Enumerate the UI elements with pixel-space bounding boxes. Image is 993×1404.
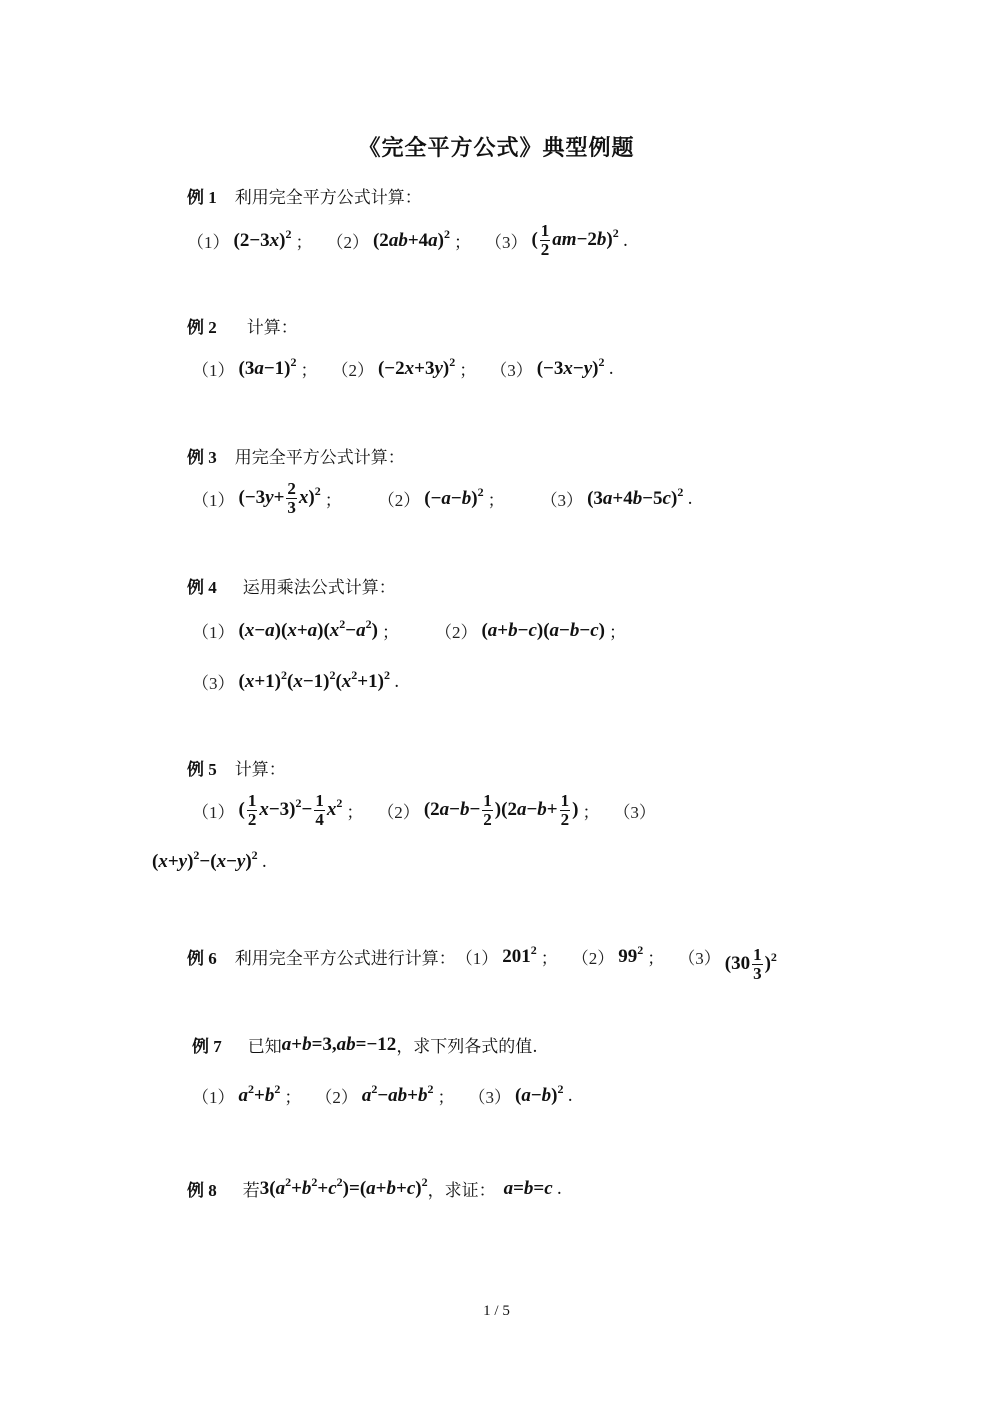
separator: ； [582,803,600,823]
separator: . [622,230,629,251]
item-number: （2） [326,233,369,252]
example-label: 例 3 [187,448,217,467]
separator: ； [300,361,318,381]
example-1-heading [187,183,422,208]
item-number: （1） [192,623,235,642]
separator: . [261,852,268,872]
example-8-line [187,1176,576,1201]
math-expression: $(3a+4b-5c)^2$ [587,484,684,509]
fraction: $\frac{1}{2}$ [247,791,257,829]
example-5-heading [187,755,286,780]
separator: ； [381,623,399,643]
item-number: （1） [192,803,235,822]
item-number: （3） [192,674,235,693]
document-title: 《完全平方公式》典型例题 [358,135,635,161]
example-6-line [187,938,777,983]
example-prompt: 已知 [247,1037,282,1057]
math-expression: $(x+1)^2(x-1)^2(x^2+1)^2$ [238,667,390,692]
item-number: （2） [377,491,421,510]
example-label: 例 1 [187,188,217,207]
example-prompt: 利用完全平方公式计算： [234,188,422,208]
math-expression: $(-3x-y)^2$ [536,354,605,379]
separator: . [567,1085,573,1106]
example-prompt: 计算： [234,760,286,780]
math-expression: $(-a-b)^2$ [424,484,484,509]
separator: ； [453,233,471,253]
math-expression: ( $\frac{1}{2}$ am−2b)$^2$ [531,221,619,259]
example-prompt: 用完全平方公式计算： [234,448,405,468]
example-4-heading [187,573,396,598]
example-1-items [187,222,642,259]
item-number: （2） [331,361,374,380]
item-number: （1） [187,233,230,252]
separator: ； [295,233,313,253]
example-label: 例 8 [187,1181,217,1200]
separator: ； [459,361,477,381]
item-number: （2） [315,1088,358,1107]
item-number: （1） [192,491,235,510]
item-number: （1） [192,1088,235,1107]
page-indicator: 1 / 5 [483,1303,510,1319]
math-expression: $(-2x+3y)^2$ [377,354,456,379]
item-number: （3） [678,949,721,968]
math-condition: a+b=3,ab=−12 [281,1033,397,1055]
math-expression: $(3a-1)^2$ [238,354,297,379]
item-number: （2） [377,803,420,822]
separator: ； [437,1088,455,1108]
fraction: $\frac{1}{4}$ [315,791,324,829]
separator: ； [647,949,665,969]
math-expression: $(x+y)^2-(x-y)^2$ [152,848,258,872]
math-expression: $(x-a)(x+a)(x^2-a^2)$ [238,616,378,641]
separator: ； [324,491,342,511]
math-expression: (a+b−c)(a−b−c) [481,619,605,641]
separator: ； [608,623,626,643]
example-3-items [192,480,707,517]
example-prompt: 利用完全平方公式进行计算： [234,949,456,969]
fraction: $\frac{1}{2}$ [483,791,492,829]
separator: ； [540,949,558,969]
math-expression: $a^2-ab+b^2$ [361,1081,434,1106]
math-expression: $(2-3x)^2$ [233,226,292,251]
separator: . [556,1178,563,1199]
item-number: （3） [490,361,533,380]
example-label: 例 6 [187,949,217,968]
item-number: （2） [434,623,478,642]
math-expression: (−3y+ $\frac{2}{3}$ x)$^2$ [238,479,321,517]
math-expression: ( $\frac{1}{2}$ x−3)$^2$− $\frac{1}{4}$ $x^2$ [238,791,343,829]
example-prompt: 运用乘法公式计算： [242,578,396,598]
example-7-items [192,1083,587,1108]
separator: ； [346,803,364,823]
separator: . [687,488,693,509]
item-number: （3） [613,803,656,822]
example-label: 例 4 [187,578,217,597]
item-number: （1） [455,949,499,968]
example-5-items-row1 [192,792,660,829]
item-number: （3） [468,1088,511,1107]
item-number: （3） [484,233,528,252]
math-expression: $(a-b)^2$ [514,1081,564,1106]
example-prompt: ，求下列各式的值. [396,1037,538,1057]
fraction: $\frac{1}{3}$ [753,945,762,983]
math-conclusion: a=b=c [503,1177,553,1199]
example-label: 例 5 [187,760,217,779]
fraction: $\frac{1}{2}$ [560,791,570,829]
separator: . [393,671,400,692]
example-7-heading [192,1032,538,1057]
math-expression: (2a−b− $\frac{1}{2}$ )(2a−b+ $\frac{1}{2}$ ) [423,791,579,829]
math-expression: (30 $\frac{1}{3}$ )$^2$ [724,945,777,983]
math-expression: $201^2$ [502,942,537,967]
separator: ； [284,1088,302,1108]
separator: . [608,358,614,379]
item-number: （3） [540,491,584,510]
example-2-heading [187,313,298,338]
example-prompt: 若 [242,1181,260,1201]
math-expression: $99^2$ [618,942,644,967]
example-prompt: 计算： [246,318,298,338]
math-expression: $a^2+b^2$ [238,1081,281,1106]
math-condition: $3(a^2+b^2+c^2)=(a+b+c)^2$ [259,1174,428,1199]
separator: ； [487,491,505,511]
example-label: 例 7 [192,1037,222,1056]
example-label: 例 2 [187,318,217,337]
example-5-items-row2 [152,848,281,873]
fraction: $\frac{1}{2}$ [540,221,550,259]
item-number: （2） [571,949,615,968]
example-2-items [192,356,628,381]
example-4-items-row1 [192,618,640,643]
item-number: （1） [192,361,235,380]
fraction: $\frac{2}{3}$ [287,479,296,517]
example-prompt: ，求证： [427,1181,496,1201]
example-4-items-row2 [192,669,413,694]
math-expression: $(2ab+4a)^2$ [372,226,450,251]
example-3-heading [187,443,405,468]
